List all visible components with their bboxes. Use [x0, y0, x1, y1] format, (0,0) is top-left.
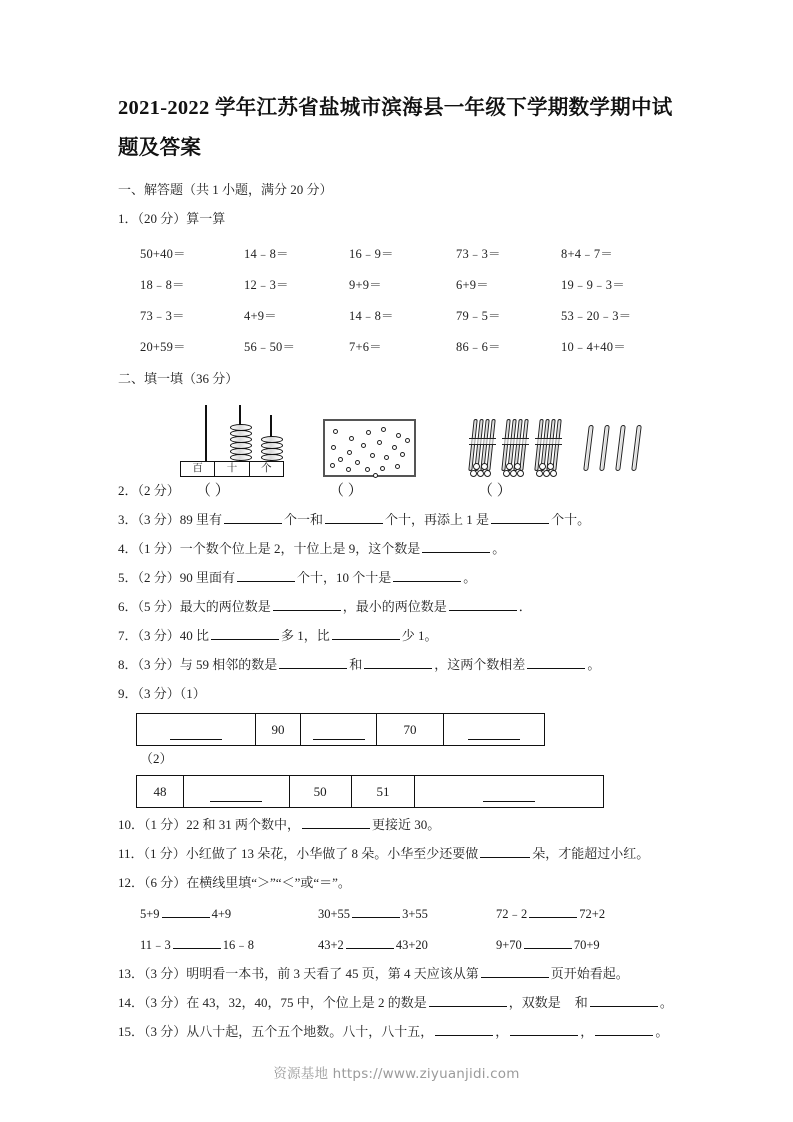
answer-blank[interactable] — [483, 791, 535, 802]
question-7-number: 7．（3 分） — [118, 628, 180, 643]
question-3-text-1: 89 里有 — [179, 512, 223, 527]
comparison-item — [140, 934, 318, 953]
compare-right: 70+9 — [573, 938, 600, 952]
stick-bundle — [503, 419, 529, 477]
table-row — [140, 299, 688, 330]
question-12-number: 12．（6 分） — [118, 875, 187, 890]
question-11-text-1: 小红做了 13 朵花，小华做了 8 朵。小华至少还要做 — [185, 846, 479, 861]
calc-item: 7+6＝ — [349, 339, 382, 354]
calc-item: 19﹣9﹣3＝ — [561, 277, 625, 292]
dots-box-illustration — [323, 419, 416, 477]
question-3-text-4: 个十。 — [551, 512, 591, 527]
question-8 — [118, 650, 688, 679]
stick-bundle — [536, 419, 562, 477]
question-15-text-1: 从八十起，五个五个地数。八十，八十五， — [186, 1024, 434, 1039]
calc-item: 56﹣50＝ — [244, 339, 296, 354]
question-3 — [118, 505, 688, 534]
question-2 — [118, 477, 688, 505]
question-12-text-1: 在横线里填“＞”“＜”或“＝”。 — [186, 875, 351, 890]
question-14-number: 14．（3 分） — [118, 995, 187, 1010]
answer-blank[interactable] — [480, 843, 530, 858]
calc-item: 53﹣20﹣3＝ — [561, 308, 632, 323]
question-15-text-2: ， — [495, 1024, 509, 1039]
abacus-rods — [180, 405, 284, 461]
question-13-text-1: 明明看一本书，前 3 天看了 45 页，第 4 天应该从第 — [186, 966, 479, 981]
section-1-heading: 一、解答题（共 1 小题，满分 20 分） — [118, 182, 333, 197]
compare-left: 43+2 — [318, 938, 344, 952]
table-cell: 51 — [352, 776, 416, 807]
abacus-beads-ones — [261, 437, 283, 461]
calc-item: 20+59＝ — [140, 339, 186, 354]
answer-blank[interactable] — [435, 1021, 493, 1036]
comparison-item — [318, 934, 496, 953]
answer-blank[interactable] — [364, 654, 432, 669]
question-5-text-2: 个十，10 个十是 — [297, 570, 392, 585]
compare-right: 43+20 — [395, 938, 428, 952]
table-cell[interactable] — [184, 776, 290, 807]
question-14-text-1: 在 43，32，40，75 中，个位上是 2 的数是 — [186, 995, 427, 1010]
question-14-text-4: 。 — [659, 995, 673, 1010]
question-1-label: 1．（20 分）算一算 — [118, 211, 226, 226]
question-6-text-1: 最大的两位数是 — [179, 599, 271, 614]
answer-blank[interactable] — [325, 509, 383, 524]
question-15-text-4: 。 — [655, 1024, 669, 1039]
abacus-bead — [230, 454, 252, 461]
answer-blank[interactable] — [279, 654, 347, 669]
answer-blank[interactable] — [224, 509, 282, 524]
question-7 — [118, 621, 688, 650]
answer-blank[interactable] — [393, 567, 461, 582]
loose-sticks-illustration — [584, 425, 646, 477]
page-title: 2021-2022 学年江苏省盐城市滨海县一年级下学期数学期中试题及答案 — [118, 97, 673, 159]
question-7-text-1: 40 比 — [179, 628, 210, 643]
arithmetic-grid — [140, 237, 688, 361]
answer-blank[interactable] — [237, 567, 295, 582]
question-6-text-2: ，最小的两位数是 — [342, 599, 447, 614]
compare-right: 16﹣8 — [222, 938, 255, 952]
compare-left: 11﹣3 — [140, 938, 171, 952]
question-5-number: 5．（2 分） — [118, 570, 180, 585]
question-8-text-3: ，这两个数相差 — [434, 657, 526, 672]
calc-item: 4+9＝ — [244, 308, 277, 323]
answer-blank[interactable] — [173, 934, 221, 949]
compare-left: 9+70 — [496, 938, 522, 952]
question-9-number: 9．（3 分） — [118, 686, 180, 701]
comparison-item — [318, 903, 496, 922]
answer-blank[interactable] — [491, 509, 549, 524]
calc-item: 14﹣8＝ — [349, 308, 394, 323]
answer-blank[interactable] — [352, 903, 400, 918]
calc-item: 18﹣8＝ — [140, 277, 185, 292]
answer-blank[interactable] — [313, 729, 365, 740]
question-11-number: 11．（1 分） — [118, 846, 186, 861]
question-14-text-2: ，双数是 — [508, 995, 561, 1010]
question-15 — [118, 1017, 688, 1046]
stick-bundles-illustration — [470, 417, 566, 477]
question-13-number: 13．（3 分） — [118, 966, 187, 981]
compare-right: 3+55 — [402, 907, 428, 921]
calc-item: 73﹣3＝ — [140, 308, 185, 323]
question-9-part-1-label: （1） — [179, 686, 206, 701]
calc-item: 50+40＝ — [140, 246, 186, 261]
table-cell: 50 — [290, 776, 352, 807]
compare-left: 5+9 — [140, 907, 160, 921]
calc-item: 10﹣4+40＝ — [561, 339, 626, 354]
question-4 — [118, 534, 688, 563]
section-2-heading: 二、填一填（36 分） — [118, 371, 239, 386]
calc-item: 6+9＝ — [456, 277, 489, 292]
question-3-text-3: 个十，再添上 1 是 — [385, 512, 490, 527]
question-3-number: 3．（3 分） — [118, 512, 180, 527]
answer-blank[interactable] — [332, 625, 400, 640]
question-4-text-2: 。 — [492, 541, 506, 556]
table-row — [140, 268, 688, 299]
compare-right: 72+2 — [579, 907, 606, 921]
table-cell[interactable] — [444, 714, 544, 745]
answer-blank[interactable] — [595, 1021, 653, 1036]
question-6-number: 6．（5 分） — [118, 599, 180, 614]
question-15-number: 15．（3 分） — [118, 1024, 187, 1039]
abacus-beads-tens — [230, 425, 252, 461]
question-14 — [118, 988, 688, 1017]
abacus-label-tens: 十 — [215, 462, 249, 476]
abacus-place-value-frame — [180, 461, 284, 477]
answer-parens[interactable]: （ ） — [196, 483, 230, 499]
stick-bundle — [470, 419, 496, 477]
question-5-text-1: 90 里面有 — [179, 570, 236, 585]
calc-item: 79﹣5＝ — [456, 308, 501, 323]
abacus-bead — [261, 454, 283, 461]
calc-item: 73﹣3＝ — [456, 246, 501, 261]
abacus-rod-hundreds — [205, 405, 207, 461]
question-6 — [118, 592, 688, 621]
answer-blank[interactable] — [429, 992, 507, 1007]
answer-blank[interactable] — [449, 596, 517, 611]
answer-blank[interactable] — [302, 814, 370, 829]
table-cell: 90 — [256, 714, 301, 745]
question-11 — [118, 839, 688, 868]
table-row — [140, 330, 688, 361]
answer-blank[interactable] — [481, 963, 549, 978]
question-9-part-2-label: （2） — [140, 751, 173, 766]
table-cell[interactable] — [301, 714, 377, 745]
calc-item: 14﹣8＝ — [244, 246, 289, 261]
calc-item: 86﹣6＝ — [456, 339, 501, 354]
question-8-number: 8．（3 分） — [118, 657, 180, 672]
document-body — [118, 88, 688, 1046]
table-cell[interactable] — [415, 776, 603, 807]
calc-item: 9+9＝ — [349, 277, 382, 292]
question-8-text-4: 。 — [587, 657, 601, 672]
comparison-row — [140, 897, 688, 928]
question-7-text-2: 多 1，比 — [281, 628, 330, 643]
answer-blank[interactable] — [273, 596, 341, 611]
answer-blank[interactable] — [162, 903, 210, 918]
answer-blank[interactable] — [468, 729, 520, 740]
compare-right: 4+9 — [211, 907, 232, 921]
calc-item: 16﹣9＝ — [349, 246, 394, 261]
number-sequence-table-2 — [136, 775, 604, 808]
footer-watermark: 资源基地 https://www.ziyuanjidi.com — [273, 1066, 520, 1082]
question-14-text-3: 和 — [574, 995, 588, 1010]
calc-item: 8+4﹣7＝ — [561, 246, 613, 261]
question-11-text-2: 朵，才能超过小红。 — [532, 846, 650, 861]
answer-blank[interactable] — [422, 538, 490, 553]
question-10 — [118, 810, 688, 839]
abacus-label-hundreds: 百 — [181, 462, 215, 476]
question-10-text-2: 更接近 30。 — [372, 817, 441, 832]
question-10-number: 10．（1 分） — [118, 817, 187, 832]
illustration-strip — [118, 399, 688, 477]
abacus-illustration — [180, 405, 284, 477]
table-cell: 48 — [137, 776, 184, 807]
question-15-text-3: ， — [580, 1024, 594, 1039]
question-13-text-2: 页开始看起。 — [550, 966, 629, 981]
answer-blank[interactable] — [590, 992, 658, 1007]
question-9 — [118, 679, 688, 708]
question-2-label: 2．（2 分） — [118, 483, 180, 498]
number-sequence-table-1 — [136, 713, 545, 746]
answer-blank[interactable] — [211, 625, 279, 640]
question-5 — [118, 563, 688, 592]
question-8-text-1: 与 59 相邻的数是 — [179, 657, 278, 672]
comparison-item — [496, 903, 674, 922]
question-4-text-1: 一个数个位上是 2，十位上是 9，这个数是 — [179, 541, 421, 556]
comparison-row — [140, 928, 688, 959]
answer-blank[interactable] — [346, 934, 394, 949]
question-3-text-2: 个一和 — [284, 512, 324, 527]
question-10-text-1: 22 和 31 两个数中， — [186, 817, 301, 832]
answer-blank[interactable] — [529, 903, 577, 918]
question-7-text-3: 少 1。 — [401, 628, 438, 643]
answer-parens[interactable]: （ ） — [478, 483, 512, 499]
compare-left: 30+55 — [318, 907, 351, 921]
compare-left: 72﹣2 — [496, 907, 528, 921]
question-12 — [118, 868, 688, 897]
calc-item: 12﹣3＝ — [244, 277, 289, 292]
table-row — [140, 237, 688, 268]
answer-blank[interactable] — [210, 791, 262, 802]
answer-blank[interactable] — [524, 934, 572, 949]
question-13 — [118, 959, 688, 988]
comparison-item — [496, 934, 674, 953]
answer-blank[interactable] — [510, 1021, 578, 1036]
comparison-item — [140, 903, 318, 922]
table-cell: 70 — [377, 714, 444, 745]
answer-blank[interactable] — [170, 729, 222, 740]
answer-blank[interactable] — [527, 654, 585, 669]
question-4-number: 4．（1 分） — [118, 541, 180, 556]
table-cell[interactable] — [137, 714, 256, 745]
answer-parens[interactable]: （ ） — [329, 483, 363, 499]
question-6-text-3: ． — [518, 599, 532, 614]
question-8-text-2: 和 — [349, 657, 363, 672]
question-5-text-3: 。 — [463, 570, 477, 585]
abacus-label-ones: 个 — [261, 463, 272, 474]
